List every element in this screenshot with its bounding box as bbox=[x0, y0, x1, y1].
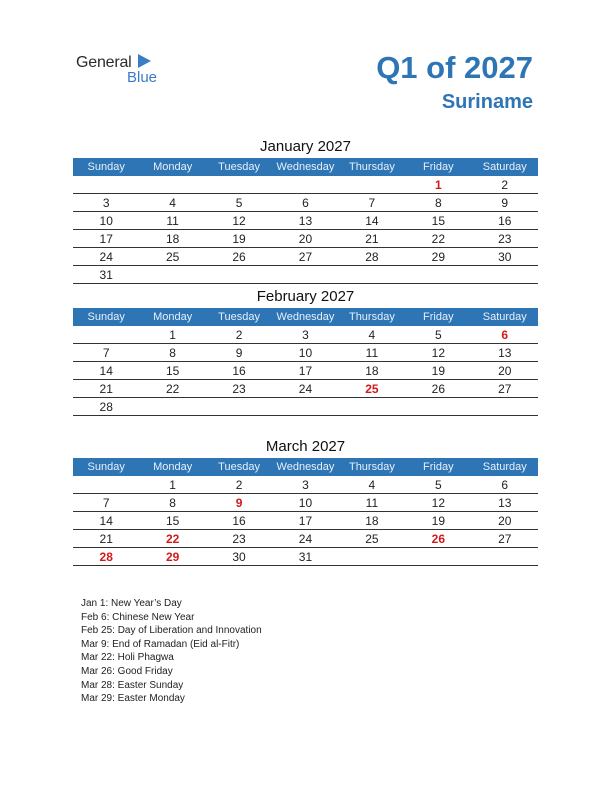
weekday-header: Wednesday bbox=[272, 158, 338, 176]
holiday-note: Mar 29: Easter Monday bbox=[81, 693, 185, 705]
week-row bbox=[73, 194, 538, 212]
day-cell: 23 bbox=[206, 530, 272, 548]
day-cell: 11 bbox=[339, 494, 405, 512]
day-cell: 17 bbox=[73, 230, 139, 248]
day-cell: 9 bbox=[472, 194, 538, 212]
day-cell: 1 bbox=[405, 176, 471, 194]
holiday-note: Mar 28: Easter Sunday bbox=[81, 679, 184, 691]
day-cell: 9 bbox=[206, 494, 272, 512]
day-cell: 14 bbox=[73, 512, 139, 530]
day-cell: 19 bbox=[405, 512, 471, 530]
day-cell: 7 bbox=[73, 494, 139, 512]
empty-day-cell bbox=[339, 398, 405, 416]
month-february bbox=[73, 286, 538, 416]
day-cell: 18 bbox=[339, 362, 405, 380]
week-row bbox=[73, 512, 538, 530]
day-cell: 20 bbox=[472, 362, 538, 380]
day-cell: 18 bbox=[139, 230, 205, 248]
day-cell: 3 bbox=[73, 194, 139, 212]
week-row bbox=[73, 176, 538, 194]
day-cell: 7 bbox=[339, 194, 405, 212]
logo-blue-text: Blue bbox=[127, 69, 158, 86]
day-cell: 14 bbox=[73, 362, 139, 380]
weekday-header: Saturday bbox=[472, 158, 538, 176]
week-row bbox=[73, 326, 538, 344]
day-cell: 12 bbox=[206, 212, 272, 230]
day-cell: 17 bbox=[272, 512, 338, 530]
day-cell: 17 bbox=[272, 362, 338, 380]
day-cell: 24 bbox=[272, 530, 338, 548]
day-cell: 25 bbox=[139, 248, 205, 266]
day-cell: 28 bbox=[339, 248, 405, 266]
day-cell: 1 bbox=[139, 476, 205, 494]
weekday-header: Thursday bbox=[339, 458, 405, 476]
empty-day-cell bbox=[339, 266, 405, 284]
weekday-header: Sunday bbox=[73, 308, 139, 326]
day-cell: 11 bbox=[139, 212, 205, 230]
weekday-header: Saturday bbox=[472, 308, 538, 326]
week-row bbox=[73, 266, 538, 284]
month-title: March 2027 bbox=[265, 438, 346, 455]
empty-day-cell bbox=[73, 476, 139, 494]
day-cell: 14 bbox=[339, 212, 405, 230]
weekday-header: Tuesday bbox=[206, 308, 272, 326]
day-cell: 7 bbox=[73, 344, 139, 362]
empty-day-cell bbox=[339, 548, 405, 566]
day-cell: 31 bbox=[73, 266, 139, 284]
day-cell: 24 bbox=[272, 380, 338, 398]
month-title: January 2027 bbox=[260, 138, 351, 155]
holiday-notes bbox=[81, 597, 262, 706]
day-cell: 2 bbox=[206, 326, 272, 344]
empty-day-cell bbox=[405, 548, 471, 566]
day-cell: 28 bbox=[73, 398, 139, 416]
empty-day-cell bbox=[472, 548, 538, 566]
empty-day-cell bbox=[472, 266, 538, 284]
week-row bbox=[73, 248, 538, 266]
day-cell: 19 bbox=[206, 230, 272, 248]
day-cell: 13 bbox=[272, 212, 338, 230]
day-cell: 11 bbox=[339, 344, 405, 362]
weekday-header: Thursday bbox=[339, 158, 405, 176]
week-row bbox=[73, 212, 538, 230]
day-cell: 8 bbox=[405, 194, 471, 212]
day-cell: 3 bbox=[272, 476, 338, 494]
day-cell: 4 bbox=[339, 476, 405, 494]
day-cell: 18 bbox=[339, 512, 405, 530]
day-cell: 8 bbox=[139, 494, 205, 512]
calendar-grid bbox=[73, 158, 538, 284]
day-cell: 30 bbox=[206, 548, 272, 566]
day-cell: 8 bbox=[139, 344, 205, 362]
month-title: February 2027 bbox=[256, 288, 355, 305]
holiday-note: Mar 26: Good Friday bbox=[81, 665, 173, 677]
country-name: Suriname bbox=[441, 91, 533, 113]
weekday-header: Monday bbox=[139, 458, 205, 476]
day-cell: 24 bbox=[73, 248, 139, 266]
empty-day-cell bbox=[139, 176, 205, 194]
day-cell: 19 bbox=[405, 362, 471, 380]
holiday-note: Jan 1: New Year’s Day bbox=[81, 598, 182, 609]
day-cell: 29 bbox=[139, 548, 205, 566]
logo-general-text: General bbox=[76, 54, 132, 71]
empty-day-cell bbox=[206, 398, 272, 416]
week-row bbox=[73, 548, 538, 566]
empty-day-cell bbox=[272, 398, 338, 416]
weekday-header: Sunday bbox=[73, 158, 139, 176]
day-cell: 28 bbox=[73, 548, 139, 566]
day-cell: 21 bbox=[73, 530, 139, 548]
empty-day-cell bbox=[272, 176, 338, 194]
day-cell: 26 bbox=[405, 380, 471, 398]
day-cell: 15 bbox=[405, 212, 471, 230]
day-cell: 12 bbox=[405, 494, 471, 512]
weekday-header: Sunday bbox=[73, 458, 139, 476]
calendar-grid bbox=[73, 458, 538, 566]
day-cell: 5 bbox=[405, 326, 471, 344]
day-cell: 6 bbox=[472, 476, 538, 494]
week-row bbox=[73, 362, 538, 380]
weekday-header: Saturday bbox=[472, 458, 538, 476]
holiday-note: Feb 25: Day of Liberation and Innovation bbox=[81, 625, 262, 637]
empty-day-cell bbox=[272, 266, 338, 284]
day-cell: 12 bbox=[405, 344, 471, 362]
day-cell: 4 bbox=[339, 326, 405, 344]
day-cell: 27 bbox=[472, 530, 538, 548]
day-cell: 1 bbox=[139, 326, 205, 344]
weekday-header-row bbox=[73, 158, 538, 176]
empty-day-cell bbox=[73, 176, 139, 194]
weekday-header-row bbox=[73, 458, 538, 476]
empty-day-cell bbox=[206, 266, 272, 284]
day-cell: 22 bbox=[405, 230, 471, 248]
day-cell: 27 bbox=[472, 380, 538, 398]
weekday-header: Friday bbox=[405, 308, 471, 326]
day-cell: 21 bbox=[73, 380, 139, 398]
day-cell: 27 bbox=[272, 248, 338, 266]
month-january bbox=[73, 136, 538, 284]
day-cell: 16 bbox=[472, 212, 538, 230]
weekday-header: Wednesday bbox=[272, 308, 338, 326]
week-row bbox=[73, 476, 538, 494]
weekday-header: Tuesday bbox=[206, 458, 272, 476]
day-cell: 21 bbox=[339, 230, 405, 248]
day-cell: 25 bbox=[339, 380, 405, 398]
day-cell: 5 bbox=[405, 476, 471, 494]
empty-day-cell bbox=[472, 398, 538, 416]
day-cell: 26 bbox=[405, 530, 471, 548]
day-cell: 2 bbox=[206, 476, 272, 494]
holiday-note: Mar 22: Holi Phagwa bbox=[81, 652, 174, 664]
day-cell: 15 bbox=[139, 512, 205, 530]
holiday-note: Mar 9: End of Ramadan (Eid al-Fitr) bbox=[81, 638, 240, 650]
day-cell: 15 bbox=[139, 362, 205, 380]
week-row bbox=[73, 398, 538, 416]
day-cell: 29 bbox=[405, 248, 471, 266]
week-row bbox=[73, 380, 538, 398]
day-cell: 10 bbox=[272, 344, 338, 362]
weekday-header: Wednesday bbox=[272, 458, 338, 476]
week-row bbox=[73, 530, 538, 548]
weekday-header: Friday bbox=[405, 158, 471, 176]
day-cell: 20 bbox=[472, 512, 538, 530]
day-cell: 31 bbox=[272, 548, 338, 566]
day-cell: 16 bbox=[206, 362, 272, 380]
weekday-header: Friday bbox=[405, 458, 471, 476]
day-cell: 30 bbox=[472, 248, 538, 266]
day-cell: 26 bbox=[206, 248, 272, 266]
weekday-header: Monday bbox=[139, 308, 205, 326]
day-cell: 4 bbox=[139, 194, 205, 212]
day-cell: 6 bbox=[272, 194, 338, 212]
week-row bbox=[73, 494, 538, 512]
weekday-header: Monday bbox=[139, 158, 205, 176]
empty-day-cell bbox=[405, 266, 471, 284]
empty-day-cell bbox=[339, 176, 405, 194]
day-cell: 23 bbox=[206, 380, 272, 398]
day-cell: 16 bbox=[206, 512, 272, 530]
empty-day-cell bbox=[139, 398, 205, 416]
day-cell: 3 bbox=[272, 326, 338, 344]
day-cell: 22 bbox=[139, 380, 205, 398]
calendar-grid bbox=[73, 308, 538, 416]
day-cell: 5 bbox=[206, 194, 272, 212]
month-march bbox=[73, 436, 538, 566]
logo bbox=[76, 52, 176, 88]
empty-day-cell bbox=[139, 266, 205, 284]
day-cell: 2 bbox=[472, 176, 538, 194]
day-cell: 25 bbox=[339, 530, 405, 548]
day-cell: 20 bbox=[272, 230, 338, 248]
day-cell: 6 bbox=[472, 326, 538, 344]
page-title: Q1 of 2027 bbox=[376, 50, 533, 85]
week-row bbox=[73, 230, 538, 248]
weekday-header: Thursday bbox=[339, 308, 405, 326]
weekday-header: Tuesday bbox=[206, 158, 272, 176]
day-cell: 23 bbox=[472, 230, 538, 248]
logo-flag-icon bbox=[138, 54, 151, 68]
day-cell: 10 bbox=[272, 494, 338, 512]
day-cell: 22 bbox=[139, 530, 205, 548]
week-row bbox=[73, 344, 538, 362]
empty-day-cell bbox=[73, 326, 139, 344]
holiday-note: Feb 6: Chinese New Year bbox=[81, 611, 195, 623]
day-cell: 10 bbox=[73, 212, 139, 230]
day-cell: 9 bbox=[206, 344, 272, 362]
empty-day-cell bbox=[405, 398, 471, 416]
weekday-header-row bbox=[73, 308, 538, 326]
day-cell: 13 bbox=[472, 494, 538, 512]
day-cell: 13 bbox=[472, 344, 538, 362]
empty-day-cell bbox=[206, 176, 272, 194]
